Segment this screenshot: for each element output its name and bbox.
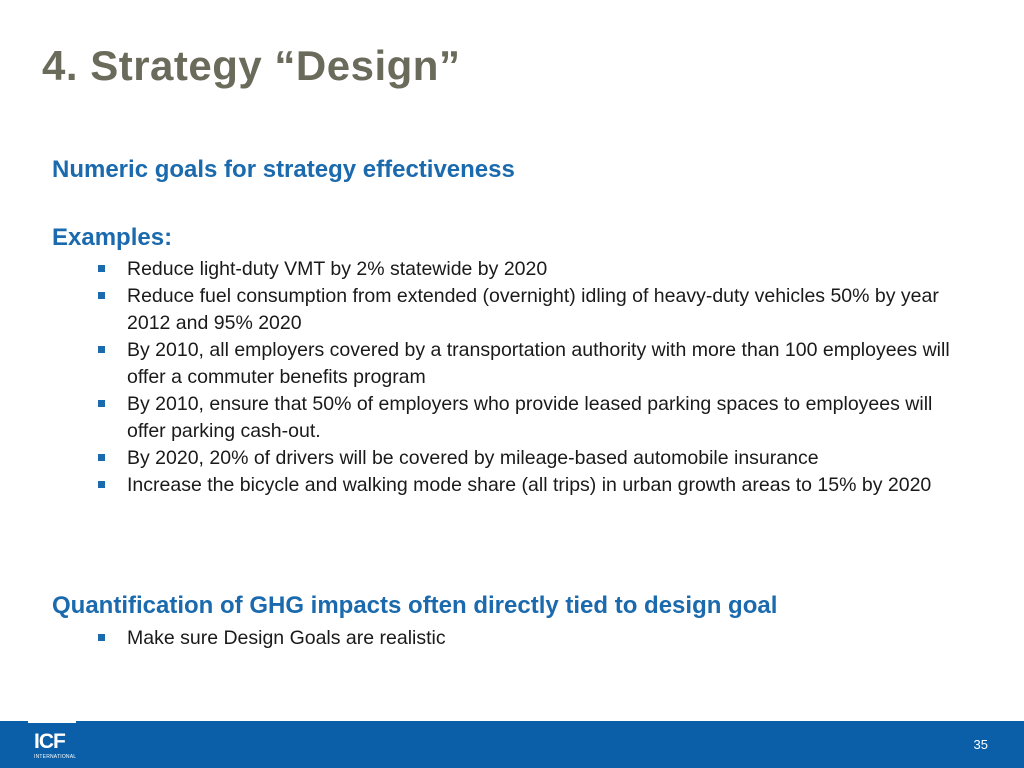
list-item xyxy=(0,337,960,391)
list-item-text: Increase the bicycle and walking mode share (all trips) in urban growth areas to 15% by 2020 xyxy=(127,474,932,496)
logo-subtext: INTERNATIONAL xyxy=(34,754,77,760)
list-item-text: Make sure Design Goals are realistic xyxy=(127,627,446,649)
page-number: 35 xyxy=(973,737,988,752)
square-bullet-icon xyxy=(98,346,105,353)
logo-text: ICF xyxy=(34,730,65,753)
list-item xyxy=(0,625,960,652)
list-item xyxy=(0,283,960,337)
list-item xyxy=(0,472,960,499)
list-item xyxy=(0,445,960,472)
heading-quantification: Quantification of GHG impacts often directly tied to design goal xyxy=(52,592,778,619)
list-item-text: By 2010, all employers covered by a transportation authority with more than 100 employees will offer a commuter benefits program xyxy=(127,339,950,388)
list-item-text: Reduce light-duty VMT by 2% statewide by 2020 xyxy=(127,258,548,280)
icf-logo xyxy=(28,721,76,768)
square-bullet-icon xyxy=(98,292,105,299)
list-item xyxy=(0,256,960,283)
square-bullet-icon xyxy=(98,400,105,407)
heading-examples: Examples: xyxy=(52,224,173,251)
slide-title: 4. Strategy “Design” xyxy=(42,42,461,89)
examples-list xyxy=(0,256,960,499)
square-bullet-icon xyxy=(98,634,105,641)
list-item-text: By 2010, ensure that 50% of employers who provide leased parking spaces to employees will offer parking cash-out. xyxy=(127,393,933,442)
list-item-text: By 2020, 20% of drivers will be covered by mileage-based automobile insurance xyxy=(127,447,819,469)
square-bullet-icon xyxy=(98,481,105,488)
square-bullet-icon xyxy=(98,454,105,461)
list-item xyxy=(0,391,960,445)
logo-bar xyxy=(28,721,76,723)
quantification-list xyxy=(0,625,960,652)
heading-numeric-goals: Numeric goals for strategy effectiveness xyxy=(52,156,515,183)
list-item-text: Reduce fuel consumption from extended (overnight) idling of heavy-duty vehicles 50% by year 2012 and 95% 2020 xyxy=(127,285,939,334)
footer-bar xyxy=(0,721,1024,768)
square-bullet-icon xyxy=(98,265,105,272)
